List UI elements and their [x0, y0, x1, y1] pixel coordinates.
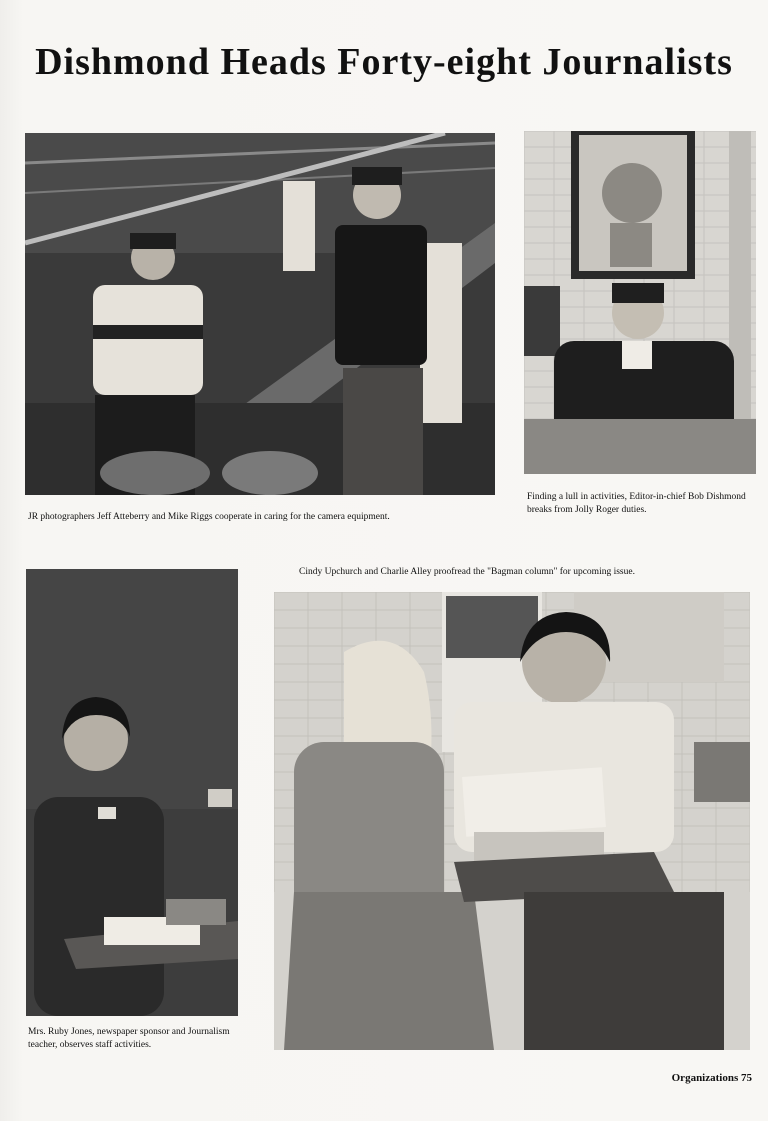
- page-folio: Organizations 75: [671, 1072, 752, 1084]
- photo-newspaper-sponsor: [26, 569, 238, 1016]
- photo-caption-proofreaders: Cindy Upchurch and Charlie Alley proofread the "Bagman column" for upcoming issue.: [299, 567, 635, 577]
- photo-proofreaders: [274, 592, 750, 1050]
- photo-caption-newspaper-sponsor: Mrs. Ruby Jones, newspaper sponsor and Journalism teacher, observes staff activities.: [28, 1027, 230, 1050]
- page-title: Dishmond Heads Forty-eight Journalists: [35, 41, 733, 83]
- photo-caption-photographers: JR photographers Jeff Atteberry and Mike Riggs cooperate in caring for the camera equipment.: [28, 512, 390, 522]
- photo-caption-editor-in-chief: Finding a lull in activities, Editor-in-chief Bob Dishmond breaks from Jolly Roger duties.: [527, 492, 746, 515]
- photo-photographers: [25, 133, 495, 495]
- photo-editor-in-chief: [524, 131, 756, 474]
